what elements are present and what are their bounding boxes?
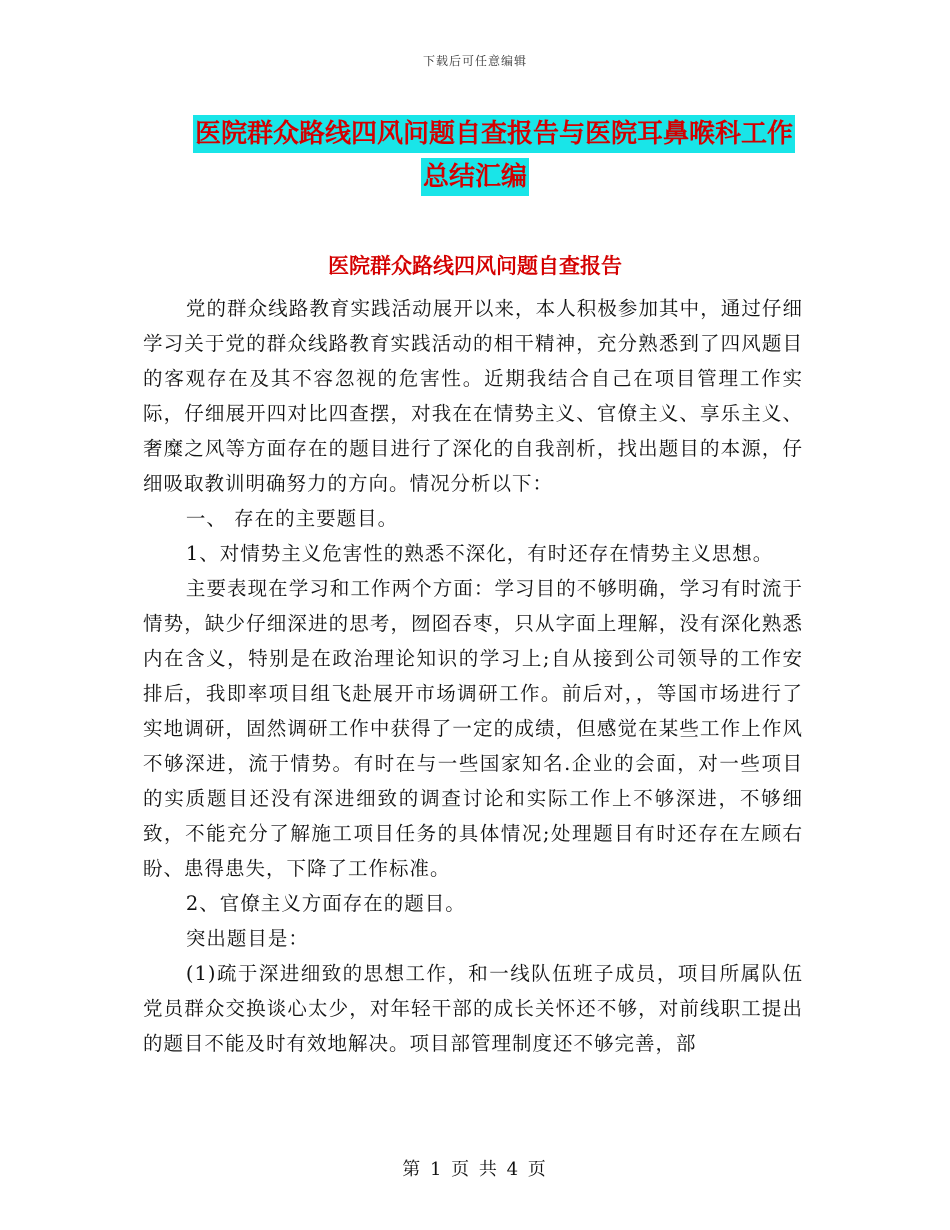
paragraph: 1、对情势主义危害性的熟悉不深化，有时还存在情势主义思想。 (185, 542, 774, 565)
paragraph: 突出题目是： (185, 927, 309, 950)
section-title: 医院群众路线四风问题自查报告 (328, 253, 622, 278)
paragraph: 党的群众线路教育实践活动展开以来，本人积极参加其中，通过仔细学习关于党的群众线路教育实践活动的相干精神，充分熟悉到了四风题目的客观存在及其不容忽视的危害性。近期我结合自己在项目管理工作实际，仔细展开四对比四查摆，对我在在情势主义、官僚主义、享乐主义、奢糜之风等方面存在的题目进行了深化的自我剖析，找出题目的本源，仔细吸取教训明确努力的方向。情况分析以下： (143, 297, 803, 495)
document-title-text-2: 总结汇编 (421, 158, 529, 196)
paragraph: 主要表现在学习和工作两个方面：学习目的不够明确，学习有时流于情势，缺少仔细深进的思考，囫囵吞枣，只从字面上理解，没有深化熟悉内在含义，特别是在政治理论知识的学习上;自从接到公司领导的工作安排后，我即率项目组飞赴展开市场调研工作。前后对，，等国市场进行了实地调研，固然调研工作中获得了一定的成绩，但感觉在某些工作上作风不够深进，流于情势。有时在与一些国家知名.企业的会面，对一些项目的实质题目还没有深进细致的调查讨论和实际工作上不够深进，不够细致，不能充分了解施工项目任务的具体情况;处理题目有时还存在左顾右盼、患得患失，下降了工作标准。 (143, 577, 803, 880)
paragraph: 2、官僚主义方面存在的题目。 (185, 892, 466, 915)
paragraph: 一、 存在的主要题目。 (185, 507, 399, 530)
document-title-line-1 (193, 113, 813, 150)
paragraph: (1)疏于深进细致的思想工作，和一线队伍班子成员，项目所属队伍党员群众交换谈心太少，对年轻干部的成长关怀还不够，对前线职工提出的题目不能及时有效地解决。项目部管理制度还不够完善，部 (143, 962, 803, 1055)
document-title-line-2 (0, 156, 950, 193)
document-body (143, 291, 803, 1061)
document-title-text-1: 医院群众路线四风问题自查报告与医院耳鼻喉科工作 (193, 115, 795, 153)
page-header: 下载后可任意编辑 (422, 54, 527, 68)
page-footer: 第 1 页 共 4 页 (402, 1159, 548, 1180)
